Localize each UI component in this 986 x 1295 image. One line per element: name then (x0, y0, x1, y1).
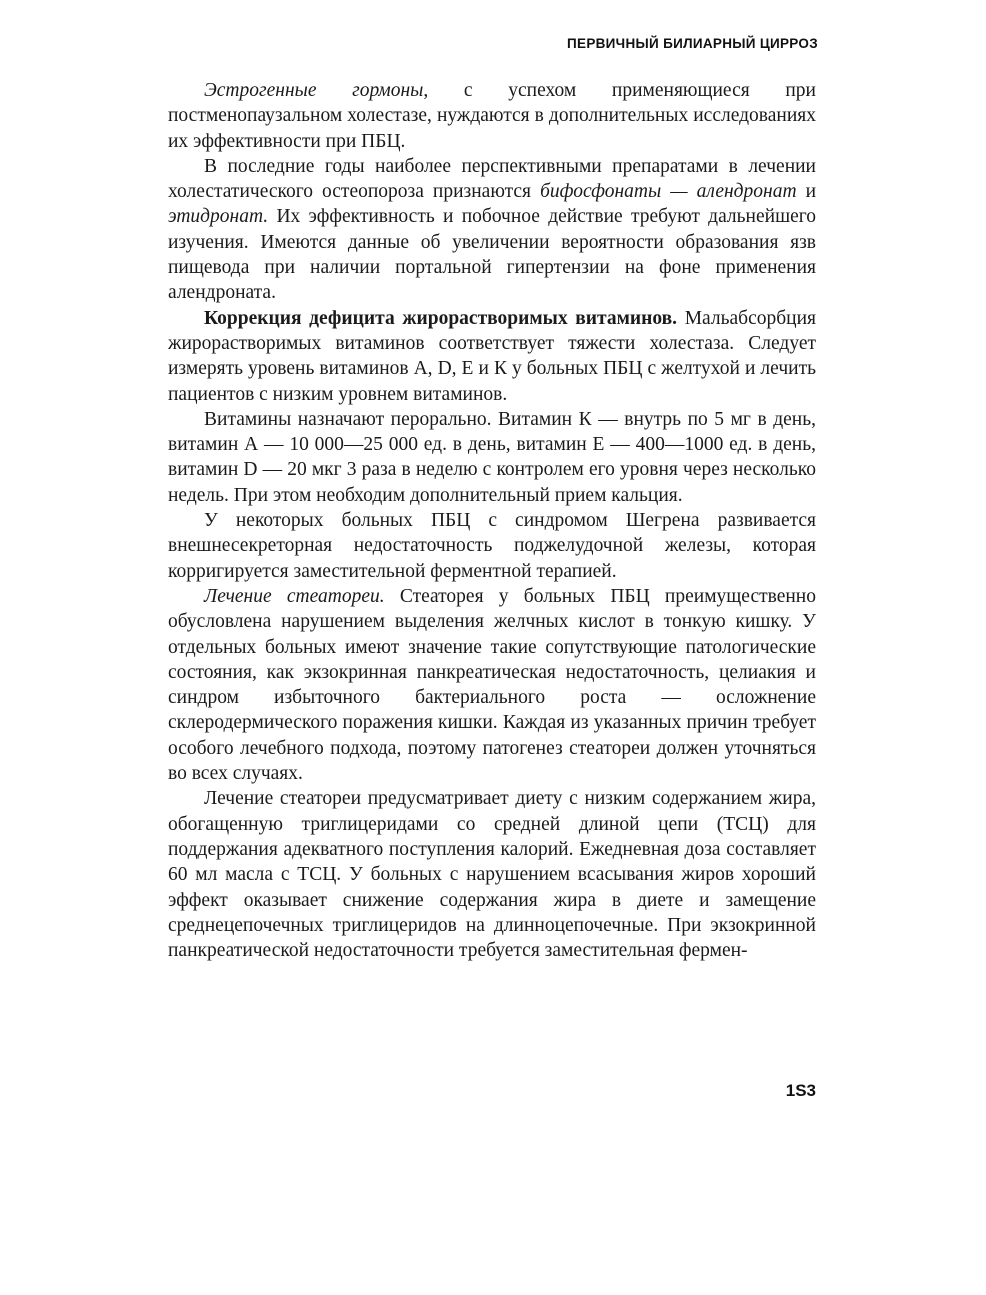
paragraph-text: В последние годы наиболее перспективными препаратами в лечении холестатического остеопороза признаются (168, 155, 816, 203)
paragraph-text: Мальабсорбция жирорастворимых витаминов соответствует тяжести холестаза. Следует измерять уровень витаминов А, D, Е и К у больных ПБЦ с желтухой и лечить пациентов с низким уровнем витаминов. (168, 307, 816, 405)
paragraph-text: У некоторых больных ПБЦ с синдромом Шегрена развивается внешнесекреторная недостаточность поджелудочной железы, которая корригируется заместительной ферментной терапией. (168, 510, 816, 582)
paragraph-estrogens (168, 78, 816, 154)
paragraph-text: Стеаторея у больных ПБЦ преимущественно обусловлена нарушением выделения желчных кислот в тонкую кишку. У отдельных больных имеют значение такие сопутствующие патологические состояния, как экзокринная панкреатическая недостаточность, целиакия и синдром избыточного бактериального роста — осложнение склеродермического поражения кишки. Каждая из указанных причин требует особого лечебного подхода, поэтому патогенез стеатореи должен уточняться во всех случаях. (168, 585, 816, 785)
running-header: ПЕРВИЧНЫЙ БИЛИАРНЫЙ ЦИРРОЗ (567, 36, 818, 51)
paragraph-steatorrhea (168, 584, 816, 786)
section-heading: Коррекция дефицита жирорастворимых витаминов. (204, 307, 678, 329)
paragraph-sjogren (168, 508, 816, 584)
paragraph-text: и (796, 181, 817, 203)
page-number: 1S3 (785, 1081, 816, 1100)
paragraph-vitamin-deficiency (168, 306, 816, 407)
italic-term: бифосфонаты — алендронат (540, 181, 797, 203)
italic-term: этидронат. (168, 206, 269, 228)
paragraph-text: Лечение стеатореи предусматривает диету с низким содержанием жира, обогащенную триглицеридами со средней длиной цепи (ТСЦ) для поддержания адекватного поступления калорий. Ежедневная доза составляет 60 мл масла с ТСЦ. У больных с нарушением всасывания жиров хороший эффект оказывает снижение содержания жира в диете и замещение среднецепочечных триглицеридов на длинноцепочечные. При экзокринной панкреатической недостаточности требуется заместительная фермен- (168, 788, 816, 962)
paragraph-steatorrhea-treatment (168, 786, 816, 963)
paragraph-text: Витамины назначают перорально. Витамин К — внутрь по 5 мг в день, витамин А — 10 000—25 000 ед. в день, витамин Е — 400—1000 ед. в день, витамин D — 20 мкг 3 раза в неделю с контролем его уровня через несколько недель. При этом необходим дополнительный прием кальция. (168, 408, 816, 506)
paragraph-bisphosphonates (168, 154, 816, 306)
paragraph-text: Их эффективность и побочное действие требуют дальнейшего изучения. Имеются данные об увеличении вероятности образования язв пищевода при наличии портальной гипертензии на фоне применения алендроната. (168, 206, 816, 304)
italic-term: Лечение стеатореи. (204, 585, 385, 607)
paragraph-vitamin-dosing (168, 407, 816, 508)
paragraph-text: , с успехом применяющиеся при постменопаузальном холестазе, нуждаются в дополнительных исследованиях их эффективности при ПБЦ. (168, 80, 816, 152)
italic-term: Эстрогенные гормоны (204, 80, 424, 101)
body-text (168, 78, 816, 963)
